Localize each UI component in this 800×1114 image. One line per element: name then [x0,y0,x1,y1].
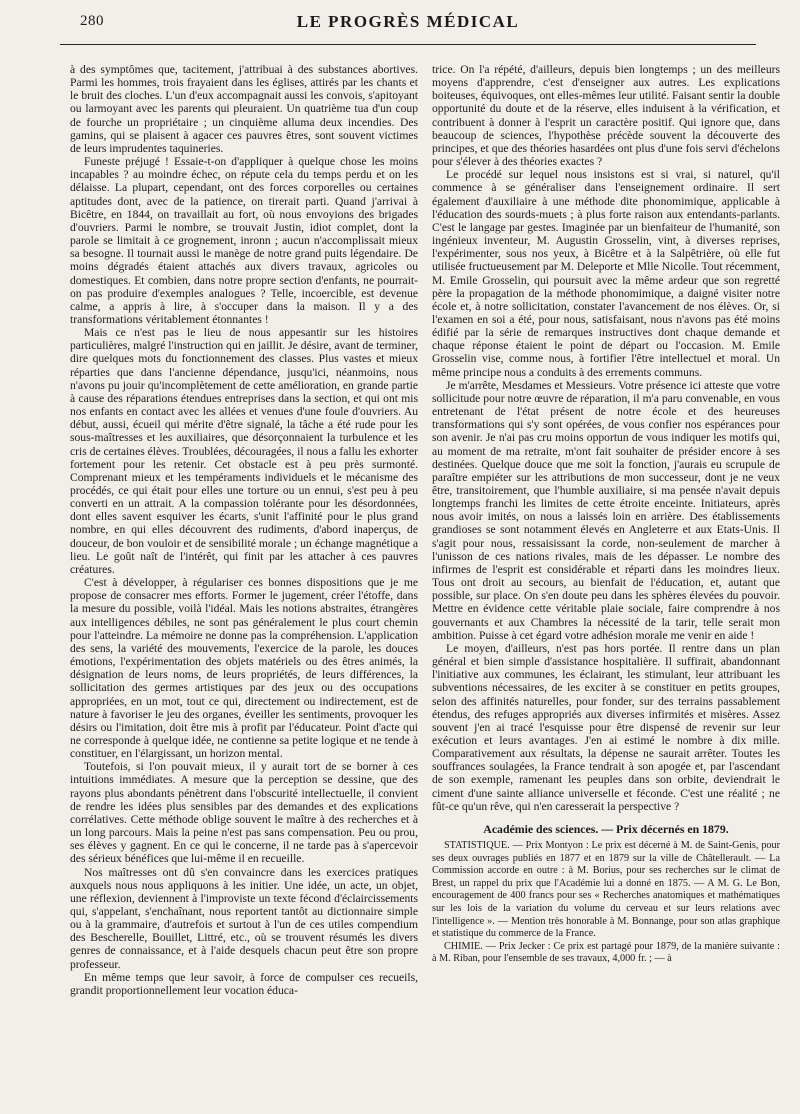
prize-note: CHIMIE. — Prix Jecker : Ce prix est partagé pour 1879, de la manière suivante : à M. Riban, pour l'ensemble de ses travaux, 4,000 fr. ; — à [432,940,780,965]
prize-note: STATISTIQUE. — Prix Montyon : Le prix est décerné à M. de Saint-Genis, pour ses deux ouvrages publiés en 1877 et en 1879 sur la ville de Châtellerault. — La Commission accorde en outre : à M. Borius, pour ses recherches sur le climat de Brest, un rappel du prix que l'Académie lui a donné en 1875. — A M. G. Le Bon, encouragement de 400 francs pour ses « Recherches anatomiques et mathématiques sur les lois de la variation du volume du cerveau et sur leurs relations avec l'intelligence ». — Mention très honorable à M. Bonnange, pour son atlas graphique et statistique du commerce de la France. [432,840,780,940]
paragraph: Le moyen, d'ailleurs, n'est pas hors portée. Il rentre dans un plan général et bien simple d'assistance hospitalière. Il suffirait, abandonnant l'initiative aux communes, les éclairant, les stimulant, leur attribuant les subventions nécessaires, de les exciter à se constituer en petits groupes, selon des affinités naturelles, pour fonder, sur des terrains passablement étendus, des refuges appropriés aux diverses infirmités et misères. Assez souvent j'en ai tracé l'esquisse pour être dispensé de revenir sur leur exécution et leurs avantages. J'en ai estimé le nombre à dix mille. Comparativement aux résultats, la dépense ne saurait arrêter. Toutes les souffrances soulagées, la France tendrait à son apogée et, par l'ascendant de son exemple, ramenant les peuples dans son orbite, deviendrait le ciment d'une sainte alliance universelle et féconde. C'est une réalité ; ne fût-ce qu'un rêve, qui n'en caresserait la perspective ? [432,641,780,813]
paragraph: à des symptômes que, tacitement, j'attribuai à des substances abortives. Parmi les hommes, trois frayaient dans les églises, attirés par les chants et le bruit des cloches. L'un d'eux accompagnait aussi les convois, s'apitoyant ou larmoyant avec les parents qui pleuraient. Un quatrième tua d'un coup de fourche un propriétaire ; un cinquième alluma deux incendies. Des gamins, qui se plaisent à agacer ces pauvres êtres, sont souvent victimes de leurs imprudentes taquineries. [70,63,418,155]
paragraph: trice. On l'a répété, d'ailleurs, depuis bien longtemps ; un des meilleurs moyens d'apprendre, c'est d'enseigner aux autres. Les explications boiteuses, équivoques, ont elles-mêmes leur utilité. Faisant sentir la double opportunité du doute et de la réserve, elles induisent à la vérification, et contribuent à donner à l'esprit un caractère positif. Qui ignore que, dans beaucoup de sciences, l'hypothèse précède souvent la découverte des principes, et que des théories hasardées ont plus d'une fois servi d'échelons pour s'élever à des théories exactes ? [432,63,780,169]
section-title: Académie des sciences. — Prix décernés en 1879. [483,821,729,836]
paragraph: C'est à développer, à régulariser ces bonnes dispositions que je me propose de consacrer mes efforts. Former le jugement, créer l'étoffe, dans la mesure du possible, voilà l'idéal. Mais les notions abstraites, étrangères aux intelligences débiles, ne sont pas généralement le plus court chemin pour l'atteindre. La mémoire ne donne pas la compréhension. L'application des sens, la variété des mouvements, l'exercice de la parole, les douces émotions, l'expérimentation des objets matériels ou des êtres animés, la désignation de leurs noms, de leurs propriétés, de leurs différences, la sollicitation des germes artistiques par des jeux ou des occupations appropriées, en un mot, tout ce qui, directement ou indirectement, est de nature à favoriser le jeu des organes, éveiller les sentiments, provoquer les désirs ou l'imitation, doit être mis à profit par l'éducateur. Point d'acte qui ne corresponde à quelque idée, ne contienne sa petite logique et ne tende à constituer, en l'élargissant, un horizon mental. [70,576,418,761]
left-column [70,63,418,1103]
paragraph: En même temps que leur savoir, à force de compulser ces recueils, grandit proportionnellement leur vocation éduca- [70,970,418,997]
paragraph: Je m'arrête, Mesdames et Messieurs. Votre présence ici atteste que votre sollicitude pour notre œuvre de réparation, il m'a paru convenable, en vous entretenant de l'état présent de notre école et des heureuses transformations qui s'y sont opérées, de vous confier nos espérances pour son avenir. Je n'ai pas cru moins opportun de vous indiquer les motifs qui, au moment de ma retraite, m'ont fait souhaiter de présider encore à ses destinées. Quelque douce que me soit la fonction, j'aurais eu scrupule de paraître empiéter sur les attributions de mon successeur, dont je ne veux être, transitoirement, que l'humble auxiliaire, si ma pensée n'avait depuis longtemps franchi les limites de cette étroite enceinte. Initiateurs, après nous avoir imités, on nous a laissés loin en arrière. Des établissements grandioses se sont notamment élevés en Angleterre et aux Etats-Unis. Il s'agit pour nous, ressaisissant la corde, non-seulement de marcher à l'unisson de ces nations rivales, mais de les dépasser. Le nombre des infirmes de l'esprit est considérable et réparti dans les moindres lieux. Tous ont droit au secours, au bienfait de l'éducation, et, autant que possible, sur place. On s'en doute peu dans les sphères élevées du pouvoir. Mettre en évidence cette véritable plaie sociale, faire comprendre à nos gouvernants et aux Chambres la nécessité de la tarir, telle serait mon ambition. Puisse à cet égard votre adhésion morale me venir en aide ! [432,378,780,642]
paragraph: Funeste préjugé ! Essaie-t-on d'appliquer à quelque chose les moins incapables ? au moindre échec, on répute cela du temps perdu et on les délaisse. La plupart, cependant, ont des forces corporelles ou certaines aptitudes dont, avec de la patience, on tirerait parti. Quand j'arrivai à Bicêtre, en 1844, on travaillait au fort, où nous envoyions des brigades d'ouvriers. Parmi le nombre, se trouvait Justin, idiot complet, dont la parole se limitait à ce grognement, inronn ; aucun n'accomplissait mieux sa besogne. Il tournait aussi le manège de notre grand puits légendaire. De moins dégradés étaient attachés aux divers travaux, agricoles ou domestiques. Et combien, dans notre propre section d'enfants, ne pourrait-on pas produire d'exemples analogues ? Telle, incoercible, est devenue calme, a appris à lire, à s'occuper dans la maison. Il y a des transformations véritablement étonnantes ! [70,155,418,326]
journal-title: LE PROGRÈS MÉDICAL [296,12,520,31]
paragraph: Le procédé sur lequel nous insistons est si vrai, si naturel, qu'il commence à se généraliser dans l'enseignement ordinaire. Il sert également d'auxiliaire à une méthode dite phonomimique, applicable à l'éducation des sourds-muets ; à plus forte raison aux entendants-parlants. C'est le langage par gestes. Imaginée par un bienfaiteur de l'humanité, son ingénieux inventeur, M. Augustin Grosselin, vint, à diverses reprises, l'expérimenter, sous nos yeux, à Bicêtre et à la Salpêtrière, où elle fut utilisée fructueusement par M. Deleporte et Mlle Nicolle. Tout récemment, M. Emile Grosselin, qui poursuit avec la même ardeur que son regretté père la propagation de la méthode phonomimique, a daigné visiter notre école et, à notre sollicitation, constater l'avancement de nos élèves. Or, si l'examen en soi a été, pour nous, satisfaisant, nous n'avons pas été moins édifié par la série de remarques instructives dont chaque demande et chaque réponse étaient le point de départ ou l'occasion. M. Emile Grosselin vise, comme nous, à fortifier l'être intellectuel et moral. Un même principe nous a conduits à des errements communs. [432,168,780,379]
paragraph: Nos maîtresses ont dû s'en convaincre dans les exercices pratiques auxquels nous nous appliquons à les initier. Une idée, un acte, un objet, une réflexion, deviennent à l'improviste un texte fécond d'éclaircissements qui, s'appelant, s'enchaînant, nous reportent tantôt au dictionnaire simple ou à la grammaire, d'autrefois et surtout à l'un de ces utiles compendium des Bescherelle, Bouillet, Littré, etc., où se trouvent résumés les divers genres de connaissance, et à l'aide desquels chacun peut être son propre professeur. [70,865,418,971]
page-header [60,4,756,45]
page-number: 280 [80,13,104,29]
right-column [432,63,780,1103]
prize-notes [432,840,780,966]
paragraph: Mais ce n'est pas le lieu de nous appesantir sur les histoires particulières, malgré l'instruction qui en jaillit. Je désire, avant de terminer, dire quelques mots du fonctionnement des classes. Plus vastes et mieux réparties que dans l'ancienne dépendance, jusqu'ici, néanmoins, nous n'avons pu jouir qu'incomplètement de cette amélioration, en grande partie à cause des réparations étendues entreprises dans la section, et qui ont mis nos enfants en contact avec les allées et venues d'une foule d'ouvriers. Au début, aussi, écueil qui mérite d'être signalé, la tâche a été rude pour les sous-maîtresses et les auxiliaires, que désorçonnaient la turbulence et les cris de certaines élèves. Troublées, découragées, il nous a fallu les exhorter fortement pour les retenir. Cet obstacle est à peu près surmonté. Comprenant mieux et les tempéraments individuels et le mécanisme des procédés, ce qui était pour elles une torture ou un ennui, s'est peu à peu converti en un attrait. A la compassion tolérante pour les désordonnées, dont elles savent esquiver les écarts, s'unit l'affinité pour le plus grand nombre, en qui elles découvrent des rudiments, d'abord inaperçus, de douceur, de bon vouloir et de sensibilité morale ; un échange magnétique a lieu. Le goût naît de l'intérêt, qui finit par les attacher à ces pauvres créatures. [70,326,418,576]
paragraph: Toutefois, si l'on pouvait mieux, il y aurait tort de se borner à ces intuitions immédiates. A mesure que la perception se dessine, que des rayons plus abondants pénètrent dans l'obscurité intellectuelle, il convient de rendre les idées plus sensibles par des demandes et des explications corrélatives. Cette méthode oblige souvent le maître à des recherches et à un long parcours. Mais la peine n'est pas sans compensation. Peu ou prou, ses élèves y gagnent. En ce qui le concerne, il ne tarde pas à s'apercevoir des sérieux bénéfices que lui-même il en recueille. [70,760,418,866]
